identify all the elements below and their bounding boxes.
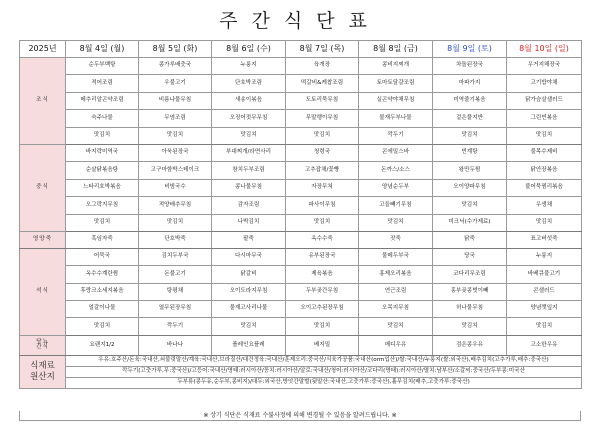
page-title: 주간식단표	[219, 10, 381, 32]
menu-item: 육개장	[286, 58, 359, 75]
menu-item: 베지밀	[286, 335, 359, 355]
origin-row	[20, 377, 582, 388]
menu-item: 순살닭볶음탕	[66, 162, 139, 179]
menu-row	[20, 301, 582, 318]
menu-item: 우생채	[507, 197, 582, 214]
menu-item: 흑임자죽	[66, 231, 139, 248]
menu-item: 다시마무국	[212, 248, 286, 265]
menu-item: 적양배추무침	[139, 197, 212, 214]
meal-category-line: 간식	[36, 344, 49, 351]
menu-item: 홍부곶콩벗이빼	[433, 283, 507, 300]
menu-item: 바나나	[139, 335, 212, 355]
menu-item: 느타리호박볶음	[66, 179, 139, 196]
day-header-sunday: 8월 10일 (일)	[507, 41, 582, 58]
menu-item: 맛김치	[286, 214, 359, 231]
menu-item: 오이도라지무침	[212, 283, 286, 300]
menu-item: 제육볶음	[286, 266, 359, 283]
menu-item: 맛김치	[507, 318, 582, 335]
menu-item: 고들빼기무침	[359, 197, 433, 214]
menu-item: 플레인요플레	[212, 335, 286, 355]
menu-item: 양념깻잎지	[507, 301, 582, 318]
menu-item: 미크닉(수가제료)	[433, 214, 507, 231]
menu-item: 맛김치	[66, 127, 139, 144]
menu-item: 김치두부국	[139, 248, 212, 265]
menu-item: 누룽지	[212, 58, 286, 75]
menu-item: 콩가루배춧국	[139, 58, 212, 75]
menu-item: 메디우유	[359, 335, 433, 355]
menu-row	[20, 144, 582, 161]
menu-item: 파사이무침	[286, 197, 359, 214]
menu-item: 물재고사리나물	[212, 301, 286, 318]
menu-item: 요랜지1/2	[66, 335, 139, 355]
menu-item: 홍제오리볶음	[359, 266, 433, 283]
menu-item: 잣죽	[359, 231, 433, 248]
menu-item: 오이양파무침	[433, 179, 507, 196]
meal-category: 조식	[20, 58, 66, 145]
menu-item: 아욱된장국	[139, 144, 212, 161]
menu-item: 참치두부조림	[212, 162, 286, 179]
header-row	[20, 41, 582, 58]
menu-item: 탕평채	[139, 283, 212, 300]
menu-item: 맛김치	[66, 318, 139, 335]
menu-item: 빈계탕	[433, 144, 507, 161]
menu-item: 맛김치	[507, 127, 582, 144]
menu-item: 깍두기	[359, 127, 433, 144]
menu-item: 왕만두찜	[433, 162, 507, 179]
meal-category: 석식	[20, 248, 66, 335]
menu-item: 청령국	[286, 144, 359, 161]
meal-category	[20, 335, 66, 355]
menu-item: 불목수제비	[507, 144, 582, 161]
menu-item: 비름나물무침	[139, 92, 212, 109]
menu-item: 연근조림	[359, 283, 433, 300]
day-header-saturday: 8월 9일 (토)	[433, 41, 507, 58]
menu-item: 자장무쳐	[286, 179, 359, 196]
menu-item: 닭안장볶음	[507, 162, 582, 179]
menu-row	[20, 162, 582, 179]
menu-item: 떡갈비&케찹조림	[286, 75, 359, 92]
menu-item: 맛김치	[286, 127, 359, 144]
menu-item: 맛김치	[139, 214, 212, 231]
meal-category-line: 당뇨	[36, 338, 49, 345]
menu-item: 돈까스/소스	[359, 162, 433, 179]
menu-item: 열무된장무침	[139, 301, 212, 318]
menu-item: 감자조림	[212, 197, 286, 214]
menu-row	[20, 92, 582, 109]
menu-item: 닭가슴살샐러드	[507, 92, 582, 109]
menu-item: 깍두기	[139, 318, 212, 335]
origin-row	[20, 355, 582, 366]
menu-item: 코다리무조림	[433, 266, 507, 283]
day-header: 8월 8일 (금)	[359, 41, 433, 58]
origin-text: 깍두기(고춧가루,무:중국산)/고등어:국내산/명태:러시아산/꽁치:러시아산/알로:국내산/청어:러시아산/코다리(명태):러시아산/멸치:남부산/소갈씨:중국산/두부콩:미국산	[66, 366, 582, 377]
menu-item: 불어묵찜리볶음	[507, 179, 582, 196]
origin-row	[20, 366, 582, 377]
menu-item: 고소한우유	[507, 335, 582, 355]
menu-item: 고구마함박스테이크	[139, 162, 212, 179]
menu-item: 나박김치	[212, 214, 286, 231]
menu-item: 콩나물무침	[212, 179, 286, 196]
menu-item: 그린빈볶음	[507, 110, 582, 127]
menu-item: 후랑크소세지볶음	[66, 283, 139, 300]
menu-item: 팥죽	[212, 231, 286, 248]
menu-row	[20, 197, 582, 214]
menu-item: 맛김치	[212, 127, 286, 144]
day-header: 8월 4일 (월)	[66, 41, 139, 58]
menu-row	[20, 214, 582, 231]
menu-item: 검은콩우유	[433, 335, 507, 355]
menu-item: 고기밥야채	[507, 75, 582, 92]
menu-row	[20, 110, 582, 127]
menu-item: 오그락지무침	[66, 197, 139, 214]
menu-table	[19, 40, 582, 389]
menu-item: 맛김치	[139, 127, 212, 144]
menu-item: 당국	[433, 248, 507, 265]
origin-text: 우유:호주산/돈육:국내산,쇠불릿말산/계육:국내산,브라질산/대건정육:국내산/훈제오리:중국산/식육가공품:국내산(orm입산)/쌀:국내산/누룽지(쌀:외국산),배추김치(고추가루,배추:중국산)	[66, 355, 582, 366]
menu-item: 차돌된장국	[433, 58, 507, 75]
menu-item: 맛김치	[66, 214, 139, 231]
menu-item: 숙주나물	[66, 110, 139, 127]
menu-item: 콘샐러드	[507, 283, 582, 300]
menu-item: 마파가지	[433, 75, 507, 92]
menu-item: 도토리묵무침	[286, 92, 359, 109]
menu-item: 맛김치	[433, 318, 507, 335]
menu-item: 허나물무침	[433, 301, 507, 318]
meal-category: 영양죽	[20, 231, 66, 248]
meal-category: 중식	[20, 144, 66, 231]
menu-item: 부대찌개/라면사리	[212, 144, 286, 161]
menu-item: 오이고추된장무침	[286, 301, 359, 318]
menu-item: 오목지무침	[359, 301, 433, 318]
menu-item: 비빔국수	[139, 179, 212, 196]
menu-item: 맛김치	[433, 127, 507, 144]
menu-item: 물재두부나물	[359, 110, 433, 127]
menu-item: 오징어젓무무침	[212, 110, 286, 127]
menu-item: 표고버섯죽	[507, 231, 582, 248]
menu-item: 단호박죽	[139, 231, 212, 248]
menu-item: 무염조림	[139, 110, 212, 127]
menu-item: 어묵국	[66, 248, 139, 265]
menu-item: 맛김치	[433, 197, 507, 214]
menu-row	[20, 127, 582, 144]
menu-row	[20, 335, 582, 355]
menu-item: 순두부백탕	[66, 58, 139, 75]
menu-item: 바베큐불고기	[507, 266, 582, 283]
menu-item: 우거지해장국	[507, 58, 582, 75]
origin-text: 두부류(콩두유,순두부,콩비지)/대두:외국산,방앗간말벌(됫말산:국내산,고춧가루:중국산),흘무김치(배추,고춧가루:중국산)	[66, 377, 582, 388]
menu-item: 콘에밀스바	[359, 144, 433, 161]
menu-item: 맛김치	[212, 318, 286, 335]
year-cell: 2025년	[20, 41, 66, 58]
menu-item: 맛김치	[359, 214, 433, 231]
menu-item: 미역줄기볶음	[433, 92, 507, 109]
menu-item: 맛김치	[286, 318, 359, 335]
menu-item: 고추잡채/꽃빵	[286, 162, 359, 179]
menu-item: 맛김치	[359, 318, 433, 335]
menu-item: 옥수수계란찜	[66, 266, 139, 283]
menu-item: 우불고기	[139, 75, 212, 92]
menu-item: 무말랭이무침	[286, 110, 359, 127]
menu-item: 누룽지	[507, 248, 582, 265]
menu-item: 돈불고기	[139, 266, 212, 283]
menu-item: 적어조림	[66, 75, 139, 92]
menu-item: 닭죽	[433, 231, 507, 248]
change-notice: ※ 상기 식단은 식재료 수불사정에 의해 변경될 수 있음을 알려드립니다. ※	[19, 411, 581, 421]
menu-row	[20, 283, 582, 300]
menu-item: 단호박조림	[212, 75, 286, 92]
menu-item: 유부된장국	[286, 248, 359, 265]
menu-row	[20, 231, 582, 248]
menu-item: 물메두부국	[359, 248, 433, 265]
menu-item: 양념순두부	[359, 179, 433, 196]
menu-item: 메추리알곤약조림	[66, 92, 139, 109]
day-header: 8월 6일 (수)	[212, 41, 286, 58]
menu-item: 겉은풀지반	[433, 110, 507, 127]
origin-label-line: 원산지	[30, 371, 55, 382]
menu-row	[20, 58, 582, 75]
menu-row	[20, 266, 582, 283]
day-header: 8월 5일 (화)	[139, 41, 212, 58]
menu-row	[20, 318, 582, 335]
menu-row	[20, 248, 582, 265]
menu-item: 닭갈비	[212, 266, 286, 283]
menu-item: 두부곶간무침	[286, 283, 359, 300]
menu-item: 바지락미역국	[66, 144, 139, 161]
menu-row	[20, 179, 582, 196]
menu-item: 실곤약야채무침	[359, 92, 433, 109]
menu-item: 얼갈이나물	[66, 301, 139, 318]
origin-label-line: 식재료	[30, 361, 55, 372]
menu-item: 콩비지찌개	[359, 58, 433, 75]
menu-item: 새송이볶음	[212, 92, 286, 109]
menu-item: 토마토달걀조림	[359, 75, 433, 92]
menu-item: 맛김치	[507, 214, 582, 231]
origin-label	[20, 355, 66, 388]
day-header: 8월 7일 (목)	[286, 41, 359, 58]
menu-item: 옥수수죽	[286, 231, 359, 248]
menu-row	[20, 75, 582, 92]
